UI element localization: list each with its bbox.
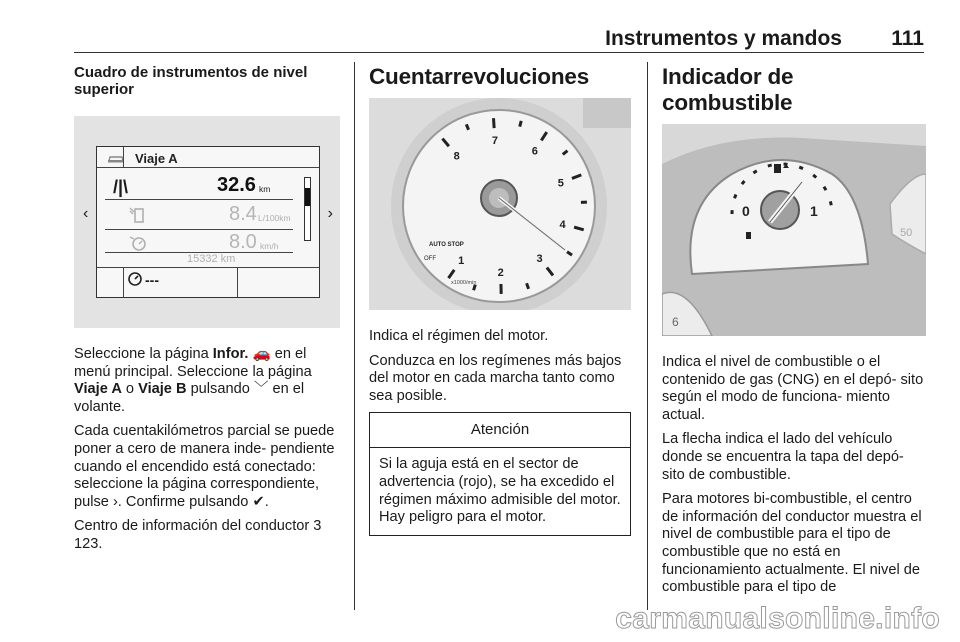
header-rule <box>74 52 924 53</box>
consumption-value: 8.4 <box>229 203 257 225</box>
section-heading-cluster: Cuadro de instrumentos de nivel superior <box>74 64 308 98</box>
tach-tick-label: 3 <box>536 253 543 266</box>
fuel-full-label: 1 <box>810 203 818 219</box>
paragraph-reset-trip: Cada cuentakilómetros parcial se puede poner a cero de manera inde‐ pendiente cuando el encendido está conectado: seleccione la página correspondiente, pulse ›. Confirme pulsando ✔. <box>74 423 335 510</box>
bottom-divider <box>237 267 238 297</box>
tach-tick-label: 2 <box>497 266 504 279</box>
tach-tick-label: 5 <box>557 177 564 190</box>
watermark: carmanualsonline.info <box>615 602 940 635</box>
column-3 <box>662 64 926 604</box>
tach-tick-label: 4 <box>559 218 566 231</box>
column-1 <box>74 64 340 561</box>
speed-50-label: 50 <box>900 227 913 239</box>
average-speed-icon <box>127 233 149 253</box>
screen-line <box>97 267 319 268</box>
tach-tick-label: 7 <box>491 135 499 148</box>
chevron-left-icon: ‹ <box>83 205 89 222</box>
fuel-pump-icon <box>774 164 781 173</box>
paragraph-fuel-3: Para motores bi-combustible, el centro de información del conductor muestra el nivel de combustible para el tipo de combustible que no está en funcionamiento actualmente. El nivel de combustible para el tipo de <box>662 491 922 596</box>
caution-title: Atención <box>370 413 630 448</box>
trip-symbol: /|\ <box>113 177 129 197</box>
rpm-units-label: x1000/min <box>451 280 477 286</box>
section-heading-tachometer: Cuentarrevoluciones <box>369 64 590 89</box>
trip-distance-unit: km <box>259 184 271 194</box>
consumption-unit: L/100km <box>258 213 291 223</box>
auto-stop-label: AUTO STOP <box>429 242 464 248</box>
fuel-consumption-icon <box>127 205 149 225</box>
paragraph-tach-1: Indica el régimen del motor. <box>369 328 549 344</box>
tach-tick <box>466 124 468 130</box>
tach-tick <box>494 118 495 128</box>
fuel-gauge-figure <box>662 124 926 336</box>
caution-text: Si la aguja está en el sector de advertencia (rojo), se ha excedido el régimen máximo admisible del motor. Hay peligro para el motor. <box>379 456 621 526</box>
screen-line <box>97 167 319 168</box>
tach-tick-label: 8 <box>453 150 460 163</box>
tach-tick <box>527 283 529 289</box>
screen-line <box>105 229 293 230</box>
low-fuel-icon <box>746 232 751 239</box>
fuel-gauge-drawing <box>662 124 926 336</box>
paragraph-select-page: Seleccione la página Infor. 🚗 en el menú principal. Seleccione la página Viaje A o Viaje B pulsando ﹀ en el volante. <box>74 346 312 415</box>
trip-distance-value: 32.6 <box>217 174 256 196</box>
tach-tick-label: 1 <box>458 255 465 268</box>
column-divider-2 <box>647 62 648 610</box>
tachometer-figure <box>369 98 631 310</box>
page-header-title: Instrumentos y mandos <box>605 27 842 50</box>
page-number: 111 <box>891 27 924 50</box>
speed-unit: km/h <box>260 241 279 251</box>
paragraph-fuel-1: Indica el nivel de combustible o el contenido de gas (CNG) en el depó‐ sito según el modo de funciona‐ miento actual. <box>662 354 924 423</box>
title-divider <box>123 147 124 167</box>
speedometer-icon <box>127 271 143 287</box>
tach-6-label: 6 <box>672 315 679 329</box>
speed-value: 8.0 <box>229 231 257 253</box>
screen-line <box>105 199 293 200</box>
column-divider-1 <box>354 62 355 610</box>
caution-box <box>369 412 631 535</box>
off-label: OFF <box>424 256 436 262</box>
tach-tick <box>520 121 522 127</box>
fuel-empty-label: 0 <box>742 203 750 219</box>
paragraph-fuel-2: La flecha indica el lado del vehículo donde se encuentra la tapa del depó‐ sito de combustible. <box>662 431 904 483</box>
odometer-value: 15332 km <box>187 253 236 265</box>
bottom-divider <box>123 267 124 297</box>
section-heading-fuel: Indicador de combustible <box>662 64 794 115</box>
paragraph-tach-2: Conduzca en los regímenes más bajos del motor en cada marcha tanto como sea posible. <box>369 352 622 404</box>
trip-display-screen <box>83 146 333 298</box>
scroll-bar <box>304 177 311 241</box>
bottom-value: --- <box>145 272 159 288</box>
cluster-display-figure <box>74 116 340 328</box>
column-2 <box>369 64 631 536</box>
tach-tick-label: 6 <box>531 145 538 158</box>
tachometer-gauge-drawing <box>369 98 631 310</box>
paragraph-reference: Centro de información del conductor 3 123. <box>74 518 322 552</box>
chevron-right-icon: › <box>327 205 333 222</box>
screen-title: Viaje A <box>135 151 178 166</box>
